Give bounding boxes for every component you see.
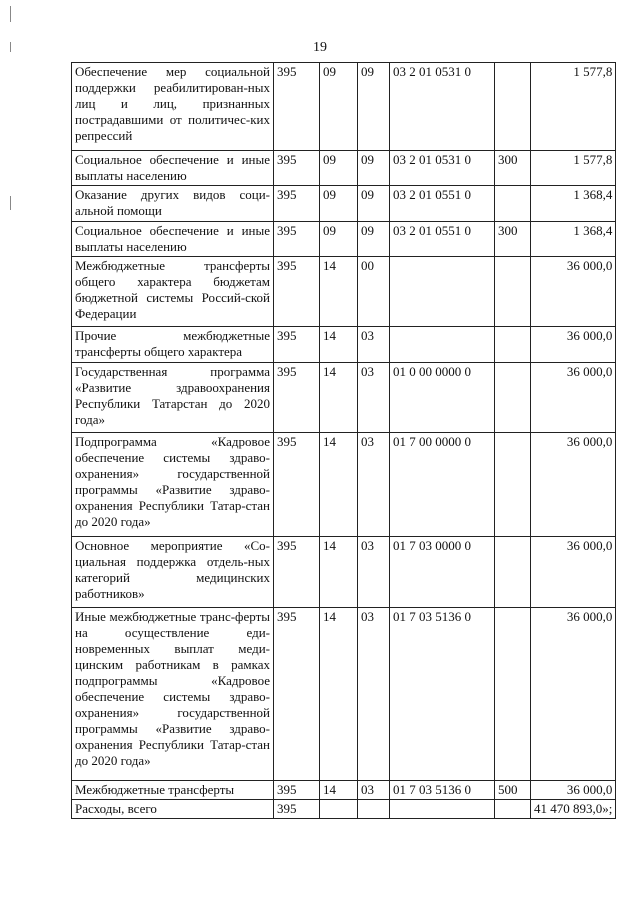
target-code: 01 7 03 5136 0 xyxy=(390,608,495,781)
subsection-code: 03 xyxy=(358,608,390,781)
expense-type-code xyxy=(495,63,531,151)
row-name: Основное мероприятие «Со-циальная поддержка отдель-ных категорий медицинских работников» xyxy=(72,537,274,608)
target-code: 03 2 01 0551 0 xyxy=(390,186,495,222)
table-row xyxy=(72,186,616,222)
amount: 36 000,0 xyxy=(531,433,616,537)
row-name: Государственная программа «Развитие здравоохранения Республики Татарстан до 2020 года» xyxy=(72,363,274,433)
table-row xyxy=(72,63,616,151)
expense-type-code: 300 xyxy=(495,222,531,257)
amount: 36 000,0 xyxy=(531,327,616,363)
amount: 1 577,8 xyxy=(531,151,616,186)
expense-type-code xyxy=(495,257,531,327)
row-name: Оказание других видов соци-альной помощи xyxy=(72,186,274,222)
table-row xyxy=(72,363,616,433)
expense-type-code: 300 xyxy=(495,151,531,186)
subsection-code: 03 xyxy=(358,781,390,800)
target-code xyxy=(390,800,495,819)
subsection-code: 03 xyxy=(358,433,390,537)
ministry-code: 395 xyxy=(274,257,320,327)
section-code: 14 xyxy=(320,363,358,433)
table-body xyxy=(72,63,616,819)
ministry-code: 395 xyxy=(274,608,320,781)
section-code: 14 xyxy=(320,608,358,781)
target-code: 01 7 00 0000 0 xyxy=(390,433,495,537)
section-code xyxy=(320,800,358,819)
section-code: 09 xyxy=(320,151,358,186)
ministry-code: 395 xyxy=(274,781,320,800)
budget-table xyxy=(71,62,616,819)
row-name: Иные межбюджетные транс-ферты на осуществление еди-новременных выплат меди-цинским работникам в рамках подпрограммы «Кадровое обеспечение системы здраво-охранения» государственной программы «Развитие здраво-охранения Республики Татар-стан до 2020 года» xyxy=(72,608,274,781)
ministry-code: 395 xyxy=(274,186,320,222)
amount: 36 000,0 xyxy=(531,537,616,608)
ministry-code: 395 xyxy=(274,222,320,257)
section-code: 14 xyxy=(320,433,358,537)
target-code: 01 0 00 0000 0 xyxy=(390,363,495,433)
row-name: Социальное обеспечение и иные выплаты населению xyxy=(72,151,274,186)
target-code: 03 2 01 0551 0 xyxy=(390,222,495,257)
margin-mark-1 xyxy=(10,6,11,22)
expense-type-code xyxy=(495,327,531,363)
section-code: 14 xyxy=(320,257,358,327)
target-code xyxy=(390,327,495,363)
table-row xyxy=(72,257,616,327)
amount: 1 368,4 xyxy=(531,222,616,257)
row-name: Прочие межбюджетные трансферты общего характера xyxy=(72,327,274,363)
ministry-code: 395 xyxy=(274,363,320,433)
subsection-code xyxy=(358,800,390,819)
ministry-code: 395 xyxy=(274,327,320,363)
ministry-code: 395 xyxy=(274,537,320,608)
row-name: Межбюджетные трансферты общего характера бюджетам бюджетной системы Россий-ской Федерации xyxy=(72,257,274,327)
subsection-code: 09 xyxy=(358,186,390,222)
ministry-code: 395 xyxy=(274,151,320,186)
amount: 1 368,4 xyxy=(531,186,616,222)
section-code: 09 xyxy=(320,222,358,257)
amount: 36 000,0 xyxy=(531,363,616,433)
table-row xyxy=(72,222,616,257)
amount: 36 000,0 xyxy=(531,608,616,781)
table-row xyxy=(72,433,616,537)
subsection-code: 09 xyxy=(358,151,390,186)
amount: 1 577,8 xyxy=(531,63,616,151)
table-row xyxy=(72,151,616,186)
expense-type-code xyxy=(495,537,531,608)
target-code: 03 2 01 0531 0 xyxy=(390,151,495,186)
amount: 41 470 893,0»; xyxy=(531,800,616,819)
expense-type-code xyxy=(495,363,531,433)
page-number: 19 xyxy=(313,40,327,55)
subsection-code: 03 xyxy=(358,363,390,433)
expense-type-code xyxy=(495,800,531,819)
ministry-code: 395 xyxy=(274,63,320,151)
total-row xyxy=(72,800,616,819)
subsection-code: 03 xyxy=(358,327,390,363)
margin-mark-3 xyxy=(10,196,11,210)
amount: 36 000,0 xyxy=(531,257,616,327)
section-code: 14 xyxy=(320,781,358,800)
table-row xyxy=(72,781,616,800)
amount: 36 000,0 xyxy=(531,781,616,800)
row-name: Социальное обеспечение и иные выплаты населению xyxy=(72,222,274,257)
expense-type-code xyxy=(495,433,531,537)
table-row xyxy=(72,608,616,781)
expense-type-code xyxy=(495,186,531,222)
subsection-code: 00 xyxy=(358,257,390,327)
target-code: 01 7 03 0000 0 xyxy=(390,537,495,608)
target-code: 01 7 03 5136 0 xyxy=(390,781,495,800)
table-row xyxy=(72,537,616,608)
subsection-code: 09 xyxy=(358,222,390,257)
ministry-code: 395 xyxy=(274,433,320,537)
subsection-code: 03 xyxy=(358,537,390,608)
row-name: Подпрограмма «Кадровое обеспечение системы здраво-охранения» государственной программы «Развитие здраво-охранения Республики Татар-стан до 2020 года» xyxy=(72,433,274,537)
row-name: Расходы, всего xyxy=(72,800,274,819)
section-code: 14 xyxy=(320,327,358,363)
section-code: 14 xyxy=(320,537,358,608)
section-code: 09 xyxy=(320,63,358,151)
ministry-code: 395 xyxy=(274,800,320,819)
subsection-code: 09 xyxy=(358,63,390,151)
row-name: Межбюджетные трансферты xyxy=(72,781,274,800)
target-code xyxy=(390,257,495,327)
section-code: 09 xyxy=(320,186,358,222)
expense-type-code xyxy=(495,608,531,781)
expense-type-code: 500 xyxy=(495,781,531,800)
table-row xyxy=(72,327,616,363)
target-code: 03 2 01 0531 0 xyxy=(390,63,495,151)
row-name: Обеспечение мер социальной поддержки реабилитирован-ных лиц и лиц, признанных пострадавшими от политичес-ких репрессий xyxy=(72,63,274,151)
